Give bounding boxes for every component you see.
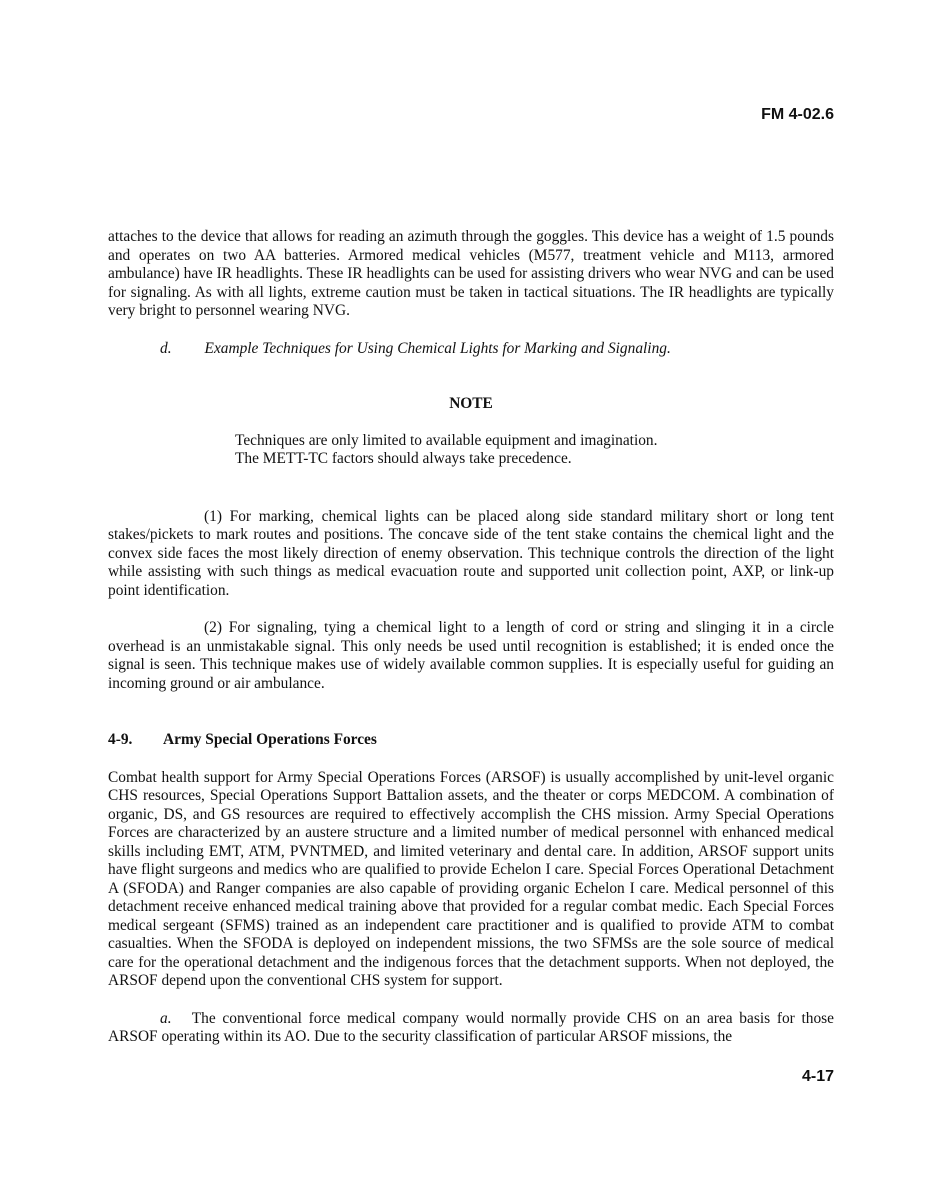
- section-title: Army Special Operations Forces: [163, 731, 377, 748]
- item-2-paragraph: (2) For signaling, tying a chemical light to a length of cord or string and slinging it in a circle overhead is an unmistakable signal. This only needs be used until recognition is established; it is ended once the signal is seen. This technique makes use of widely available common supplies. It is especially useful for guiding an incoming ground or air ambulance.: [108, 619, 834, 692]
- note-line-1: Techniques are only limited to available equipment and imagination.: [235, 431, 658, 449]
- note-body: [108, 432, 834, 469]
- subsection-a-text: The conventional force medical company would normally provide CHS on an area basis for those ARSOF operating within its AO. Due to the security classification of particular ARSOF missions, the: [108, 1009, 834, 1045]
- item-1-paragraph: (1) For marking, chemical lights can be placed along side standard military short or long tent stakes/pickets to mark routes and positions. The concave side of the tent stake contains the chemical light and the convex side faces the most likely direction of enemy observation. This technique controls the direction of the light while assisting with such things as medical evacuation route and supported unit collection point, AXP, or link-up point identification.: [108, 507, 834, 599]
- subsection-d-letter: d.: [160, 339, 172, 357]
- section-number: 4-9.: [108, 731, 133, 748]
- document-id-header: FM 4-02.6: [761, 106, 834, 123]
- section-paragraph: Combat health support for Army Special Operations Forces (ARSOF) is usually accomplished by unit-level organic CHS resources, Special Operations Support Battalion assets, and the theater or corps MEDCOM. A combination of organic, DS, and GS resources are required to effectively accomplish the CHS mission. Army Special Operations Forces are characterized by an austere structure and a limited number of medical personnel with enhanced medical skills including EMT, ATM, PVNTMED, and limited veterinary and dental care. In addition, ARSOF support units have flight surgeons and medics who are qualified to provide Echelon I care. Special Forces Operational Detachment A (SFODA) and Ranger companies are also capable of providing organic Echelon I care. Medical personnel of this detachment receive enhanced medical training above that provided for a regular combat medic. Each Special Forces medical sergeant (SFMS) trained as an independent care practitioner and is qualified to provide ATM to combat casualties. When the SFODA is deployed on independent missions, the two SFMSs are the sole source of medical care for the operational detachment and the indigenous forces that the detachment supports. When not deployed, the ARSOF depend upon the conventional CHS system for support.: [108, 768, 834, 989]
- page-content: [108, 228, 834, 1047]
- intro-paragraph: attaches to the device that allows for reading an azimuth through the goggles. This device has a weight of 1.5 pounds and operates on two AA batteries. Armored medical vehicles (M577, treatment vehicle and M113, armored ambulance) have IR headlights. These IR headlights can be used for assisting drivers who wear NVG and can be used for signaling. As with all lights, extreme caution must be taken in tactical situations. The IR headlights are typically very bright to personnel wearing NVG.: [108, 228, 834, 319]
- page-number-footer: 4-17: [801, 1068, 834, 1085]
- subsection-d-title: Example Techniques for Using Chemical Lights for Marking and Signaling.: [204, 339, 671, 357]
- subsection-d-heading: [108, 340, 834, 359]
- section-heading: [108, 731, 834, 750]
- note-line-2: The METT-TC factors should always take precedence.: [235, 450, 572, 467]
- note-title: NOTE: [449, 395, 493, 412]
- subsection-a-paragraph: [108, 1010, 834, 1047]
- subsection-a-letter: a.: [160, 1009, 172, 1027]
